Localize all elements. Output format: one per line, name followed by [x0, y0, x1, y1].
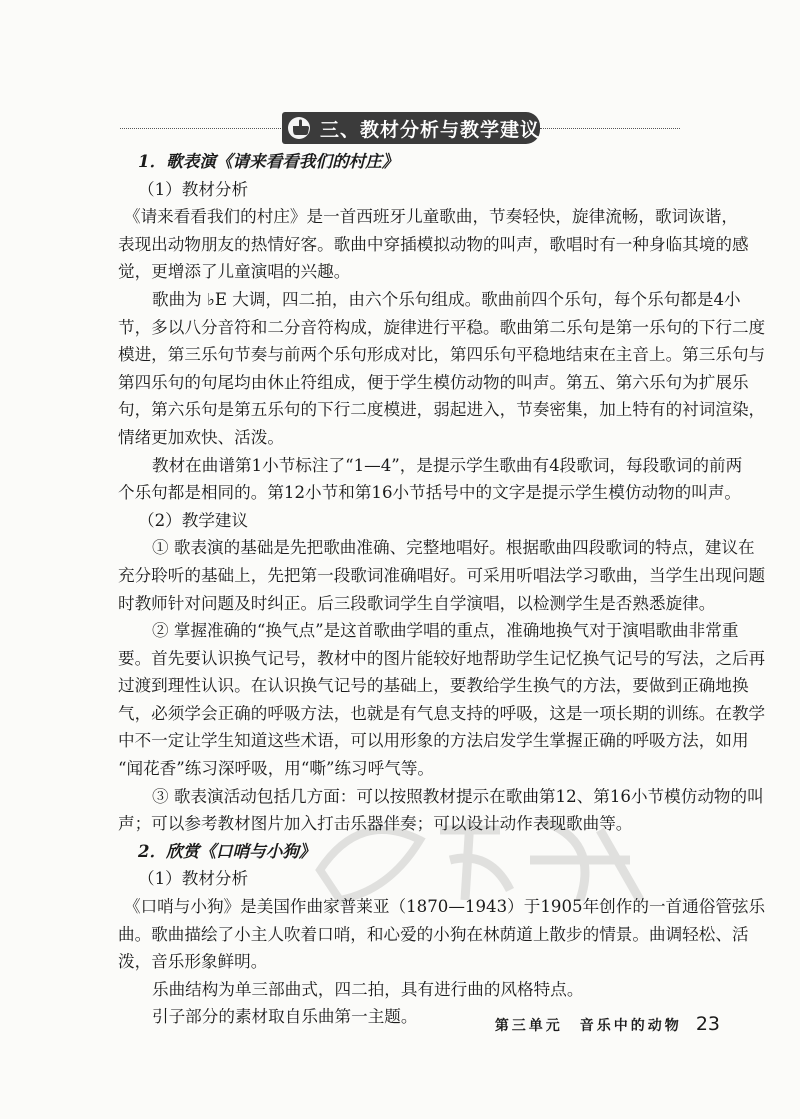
section-heading: 1．歌表演《请来看看我们的村庄》 [138, 151, 399, 171]
section-heading: 2．欣赏《口哨与小狗》 [138, 840, 316, 861]
text-line: 个乐句都是相同的。第12小节和第16小节括号中的文字是提示学生模仿动物的叫声。 [118, 483, 742, 503]
text-line: 情绪更加欢快、活泼。 [118, 427, 284, 447]
text-line: 《口哨与小狗》是美国作曲家普莱亚（1870—1943）于1905年创作的一首通俗管弦乐 [124, 897, 766, 917]
text-line: 乐曲结构为单三部曲式，四二拍，具有进行曲的风格特点。 [152, 979, 584, 999]
text-line: 教材在曲谱第1小节标注了“1—4”，是提示学生歌曲有4段歌词，每段歌词的前两 [152, 455, 743, 475]
header-rule-right [540, 128, 680, 129]
page-footer [495, 1013, 720, 1035]
text-line: ① 歌表演的基础是先把歌曲准确、完整地唱好。根据歌曲四段歌词的特点，建议在 [152, 538, 755, 558]
text-line: 泼，音乐形象鲜明。 [118, 952, 268, 972]
text-line: “闻花香”练习深呼吸，用“嘶”练习呼气等。 [118, 759, 435, 779]
text-line: 要。首先要认识换气记号，教材中的图片能较好地帮助学生记忆换气记号的写法，之后再 [118, 648, 766, 668]
text-line: 表现出动物朋友的热情好客。歌曲中穿插模拟动物的叫声，歌唱时有一种身临其境的感 [118, 234, 749, 254]
text-line: 引子部分的素材取自乐曲第一主题。 [152, 1007, 418, 1027]
watermark-logo [300, 800, 660, 920]
text-line: ② 掌握准确的“换气点”是这首歌曲学唱的重点，准确地换气对于演唱歌曲非常重 [152, 621, 739, 641]
text-line: 充分聆听的基础上，先把第一段歌词准确唱好。可采用听唱法学习歌曲，当学生出现问题 [118, 565, 766, 585]
subsection-heading: （1）教材分析 [138, 179, 249, 199]
header-rule-left [120, 128, 285, 129]
text-line: 《请来看看我们的村庄》是一首西班牙儿童歌曲，节奏轻快，旋律流畅，歌词诙谐， [124, 207, 738, 227]
section-title: 三、教材分析与教学建议 [320, 118, 541, 141]
footer-unit-title: 第三单元 音乐中的动物 [494, 1018, 682, 1034]
text-line: 模进，第三乐句节奏与前两个乐句形成对比，第四乐句平稳地结束在主音上。第三乐句与 [118, 345, 766, 365]
text-line: 中不一定让学生知道这些术语，可以用形象的方法启发学生掌握正确的呼吸方法，如用 [118, 731, 749, 751]
section-banner [282, 112, 540, 144]
page-number: 23 [695, 1013, 720, 1035]
text-line: 声；可以参考教材图片加入打击乐器伴奏；可以设计动作表现歌曲等。 [118, 814, 633, 834]
text-line: 句，第六乐句是第五乐句的下行二度模进，弱起进入，节奏密集，加上特有的衬词渲染， [118, 400, 766, 420]
text-line: 觉，更增添了儿童演唱的兴趣。 [118, 262, 351, 282]
pointing-hand-icon [282, 112, 320, 144]
text-line: 过渡到理性认识。在认识换气记号的基础上，要教给学生换气的方法，要做到正确地换 [118, 676, 749, 696]
text-line: ③ 歌表演活动包括几方面：可以按照教材提示在歌曲第12、第16小节模仿动物的叫 [152, 786, 764, 806]
text-line: 歌曲为 ♭E 大调，四二拍，由六个乐句组成。歌曲前四个乐句，每个乐句都是4小 [152, 289, 741, 309]
text-line: 时教师针对问题及时纠正。后三段歌词学生自学演唱，以检测学生是否熟悉旋律。 [118, 593, 716, 613]
subsection-heading: （2）教学建议 [138, 510, 249, 530]
subsection-heading: （1）教材分析 [138, 869, 249, 889]
text-line: 曲。歌曲描绘了小主人吹着口哨，和心爱的小狗在林荫道上散步的情景。曲调轻松、活 [118, 924, 749, 944]
text-line: 节，多以八分音符和二分音符构成，旋律进行平稳。歌曲第二乐句是第一乐句的下行二度 [118, 317, 766, 337]
text-line: 气，必须学会正确的呼吸方法，也就是有气息支持的呼吸，这是一项长期的训练。在教学 [118, 703, 766, 723]
text-line: 第四乐句的句尾均由休止符组成，便于学生模仿动物的叫声。第五、第六乐句为扩展乐 [118, 372, 749, 392]
